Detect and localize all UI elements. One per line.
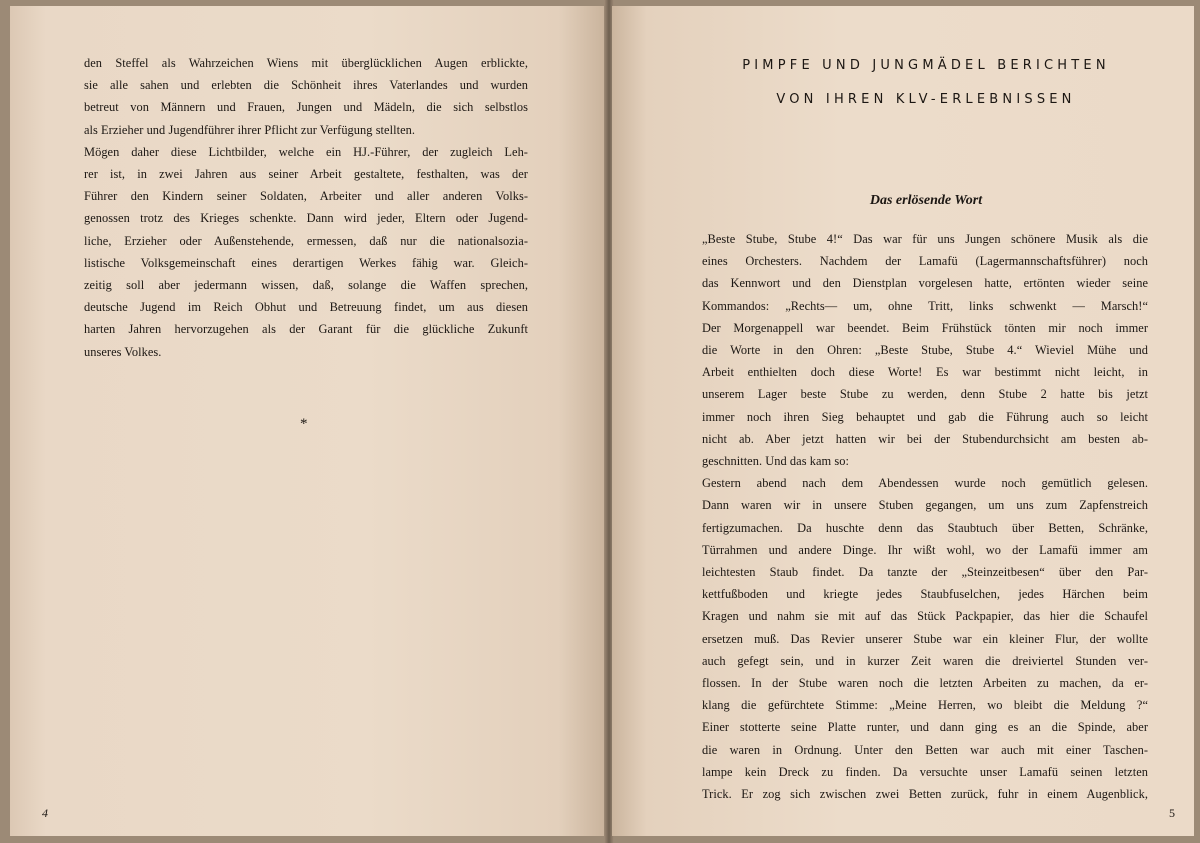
text-line: listische Volksgemeinschaft eines derartigen Werkes fähig war. Gleich- <box>84 255 528 270</box>
text-line: Gestern abend nach dem Abendessen wurde noch gemütlich gelesen. <box>702 476 1148 491</box>
text-line: lampe kein Dreck zu finden. Da versuchte unser Lamafü seinen letzten <box>702 764 1148 779</box>
text-line: Führer den Kindern seiner Soldaten, Arbeiter und aller anderen Volks- <box>84 189 528 204</box>
text-line: liche, Erzieher oder Außenstehende, ermessen, daß nur die nationalsozia- <box>84 233 528 248</box>
text-line: den Steffel als Wahrzeichen Wiens mit überglücklichen Augen erblickte, <box>84 56 528 70</box>
text-line: Kragen und nahm sie mit auf das Stück Packpapier, das hier die Schaufel <box>702 609 1148 624</box>
story-title: Das erlösende Wort <box>869 193 983 208</box>
text-line: Arbeit enthielten doch diese Worte! Es war bestimmt nicht leicht, in <box>702 365 1148 380</box>
text-line: eines Orchesters. Nachdem der Lamafü (Lagermannschaftsführer) noch <box>702 254 1148 269</box>
text-line: zeitig soll aber jedermann wissen, daß, solange die Waffen sprechen, <box>84 278 528 293</box>
text-line: immer noch ihren Sieg behauptet und gab die Führung auch so leicht <box>702 409 1148 424</box>
text-line: fertigzumachen. Da huschte denn das Staubtuch über Betten, Schränke, <box>702 520 1148 535</box>
text-line: Einer stotterte seine Platte runter, und dann ging es an die Spinde, aber <box>702 720 1148 735</box>
text-line: genossen trotz des Krieges schenkte. Dann wird jeder, Eltern oder Jugend- <box>84 211 528 226</box>
text-line: als Erzieher und Jugendführer ihrer Pflicht zur Verfügung stellten. <box>84 122 416 137</box>
text-line: auch gefegt sein, und in kurzer Zeit waren die dreiviertel Stunden ver- <box>702 653 1148 668</box>
text-line: die Worte in den Ohren: „Beste Stube, Stube 4.“ Wieviel Mühe und <box>702 343 1148 358</box>
text-line: Mögen daher diese Lichtbilder, welche ein HJ.-Führer, der zugleich Leh- <box>84 144 528 159</box>
right-page-text <box>702 228 1148 805</box>
text-line: kettfußboden und kriegte jedes Staubfuselchen, jedes Härchen beim <box>702 587 1148 602</box>
text-line: rer ist, in zwei Jahren aus seiner Arbeit gestaltete, festhalten, was der <box>84 167 528 182</box>
text-line: Dann waren wir in unsere Stuben gegangen, um uns zum Zapfenstreich <box>702 498 1148 513</box>
text-line: Der Morgenappell war beendet. Beim Frühstück tönten mir noch immer <box>702 320 1148 335</box>
text-line: flossen. In der Stube waren noch die letzten Arbeiten zu machen, da er- <box>702 676 1148 691</box>
text-line: klang die gefürchtete Stimme: „Meine Herren, wo bleibt die Meldung ?“ <box>702 698 1148 713</box>
text-line: sie alle sahen und erlebten die Schönheit ihres Vaterlandes und wurden <box>84 78 528 93</box>
page-number-right: 5 <box>1169 806 1175 820</box>
text-line: leichtesten Staub findet. Da tanzte der „Steinzeitbesen“ über den Par- <box>702 565 1148 580</box>
right-page <box>612 6 1194 836</box>
chapter-heading-line-1: PIMPFE UND JUNGMÄDEL BERICHTEN <box>742 58 1110 73</box>
text-line: Kommandos: „Rechts— um, ohne Tritt, links schwenkt — Marsch!“ <box>702 298 1148 313</box>
text-line: das Kennwort und den Dienstplan vorgelesen hatte, ertönten wieder seine <box>702 276 1148 291</box>
text-line: Trick. Er zog sich zwischen zwei Betten zurück, fuhr in einem Augenblick, <box>702 787 1148 802</box>
left-page-text <box>84 52 528 363</box>
text-line: Türrahmen und andere Dinge. Ihr wißt wohl, wo der Lamafü immer am <box>702 542 1148 557</box>
text-line: harten Jahren hervorzugehen als der Garant für die glückliche Zukunft <box>84 322 528 337</box>
text-line: ersetzen muß. Das Revier unserer Stube war ein kleiner Flur, der wollte <box>702 631 1148 646</box>
text-line: nicht ab. Aber jetzt hatten wir bei der Stubendurchsicht am besten ab- <box>702 431 1148 446</box>
text-line: die waren in Ordnung. Unter den Betten war auch mit einer Taschen- <box>702 742 1148 757</box>
text-line: unserem Lager beste Stube zu werden, denn Stube 2 hatte bis jetzt <box>702 387 1148 402</box>
left-page <box>10 6 606 836</box>
text-line: deutsche Jugend im Reich Obhut und Betreuung findet, um aus diesen <box>84 300 528 315</box>
page-number-left: 4 <box>42 806 48 820</box>
text-line: betreut von Männern und Frauen, Jungen und Mädeln, die sich selbstlos <box>84 100 528 115</box>
chapter-heading-line-2: VON IHREN KLV-ERLEBNISSEN <box>776 92 1076 107</box>
text-line: „Beste Stube, Stube 4!“ Das war für uns Jungen schönere Musik als die <box>702 232 1148 246</box>
section-asterisk: * <box>300 416 308 432</box>
text-line: geschnitten. Und das kam so: <box>702 454 849 469</box>
text-line: unseres Volkes. <box>84 344 162 359</box>
